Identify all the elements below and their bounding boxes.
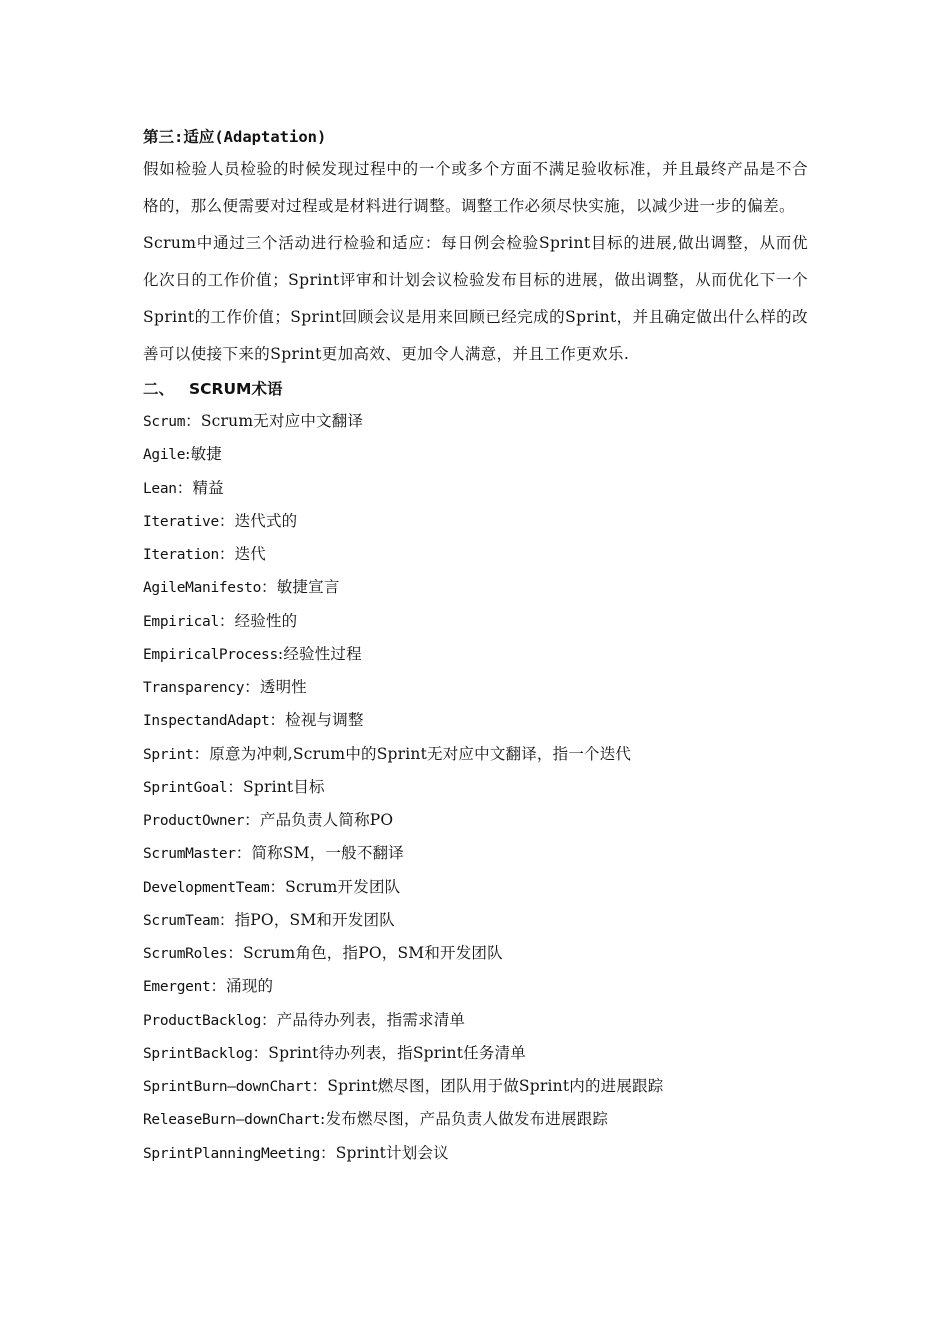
term-english: EmpiricalProcess	[143, 646, 278, 663]
term-definition: 原意为冲刺,Scrum中的Sprint无对应中文翻译，指一个迭代	[209, 744, 632, 763]
term-definition: Scrum无对应中文翻译	[200, 412, 364, 430]
term-item	[143, 1004, 808, 1037]
term-separator: ：	[185, 412, 201, 430]
term-item	[143, 671, 808, 704]
term-definition: 经验性的	[234, 611, 298, 630]
term-item	[143, 638, 808, 671]
term-definition: Sprint目标	[243, 777, 325, 796]
term-separator: :	[277, 644, 284, 663]
term-definition: 指PO，SM和开发团队	[234, 910, 395, 929]
term-definition: Scrum角色，指PO，SM和开发团队	[243, 944, 503, 962]
term-english: Transparency	[143, 680, 245, 696]
term-item	[143, 605, 808, 638]
term-item	[143, 405, 808, 438]
term-english: AgileManifesto	[143, 580, 262, 597]
term-english: DevelopmentTeam	[143, 879, 270, 896]
term-separator: ：	[193, 744, 210, 763]
paragraph-scrum-activities: Scrum中通过三个活动进行检验和适应：每日例会检验Sprint目标的进展,做出调整，从而优化次日的工作价值；Sprint评审和计划会议检验发布目标的进展，做出调整，从而优化下一个Sprint的工作价值；Sprint回顾会议是用来回顾已经完成的Sprint，并且确定做出什么样的改善可以使接下来的Sprint更加高效、更加令人满意，并且工作更欢乐.	[143, 234, 808, 363]
term-separator: ：	[261, 578, 277, 597]
term-item	[143, 970, 808, 1003]
term-separator: ：	[176, 478, 193, 497]
term-separator: :	[320, 1110, 326, 1129]
term-english: Scrum	[143, 414, 186, 430]
term-english: Agile	[143, 447, 186, 464]
terms-list	[143, 405, 808, 1170]
term-english: ProductOwner	[143, 813, 245, 829]
term-item	[143, 1103, 808, 1136]
section-heading-scrum-terms	[143, 373, 808, 405]
term-english: Lean	[143, 480, 177, 497]
term-item	[143, 804, 808, 837]
term-separator: ：	[218, 910, 235, 929]
term-definition: Sprint燃尽图，团队用于做Sprint内的进展跟踪	[327, 1077, 664, 1095]
term-definition: 涌现的	[226, 977, 274, 996]
term-definition: 敏捷宣言	[276, 578, 340, 597]
term-item	[143, 571, 808, 604]
term-definition: 透明性	[259, 678, 307, 696]
term-separator: ：	[218, 545, 235, 563]
term-separator: ：	[218, 511, 235, 530]
term-definition: Sprint待办列表，指Sprint任务清单	[268, 1043, 526, 1062]
term-item	[143, 738, 808, 771]
term-item	[143, 704, 808, 737]
term-english: SprintPlanningMeeting	[143, 1145, 321, 1162]
term-english: Emergent	[143, 979, 211, 996]
term-english: SprintGoal	[143, 779, 228, 796]
term-definition: 精益	[192, 478, 224, 497]
paragraph-adaptation: 假如检验人员检验的时候发现过程中的一个或多个方面不满足验收标准，并且最终产品是不合格的，那么便需要对过程或是材料进行调整。调整工作必须尽快实施，以减少进一步的偏差。	[143, 160, 808, 215]
term-item	[143, 771, 808, 804]
term-definition: 检视与调整	[285, 711, 364, 730]
term-separator: ：	[269, 877, 286, 896]
term-definition: 产品负责人简称PO	[259, 811, 394, 829]
term-separator: ：	[244, 678, 260, 696]
section-title: SCRUM术语	[189, 380, 283, 398]
term-item	[143, 438, 808, 471]
term-definition: 经验性过程	[283, 644, 362, 663]
term-definition: 敏捷	[190, 445, 222, 464]
term-item	[143, 1137, 808, 1170]
term-item	[143, 505, 808, 538]
term-item	[143, 1037, 808, 1070]
term-item	[143, 904, 808, 937]
term-separator: ：	[320, 1143, 336, 1162]
term-english: SprintBacklog	[143, 1045, 253, 1062]
term-english: Iterative	[143, 513, 219, 530]
term-item	[143, 1070, 808, 1103]
term-definition: 产品待办列表，指需求清单	[276, 1010, 466, 1029]
term-english: Empirical	[143, 613, 219, 630]
section-heading-adaptation: 第三:适应(Adaptation)	[143, 128, 327, 146]
term-english: ReleaseBurn—downChart	[143, 1112, 321, 1129]
term-separator: :	[185, 445, 191, 464]
term-english: ScrumMaster	[143, 846, 236, 863]
term-definition: 发布燃尽图，产品负责人做发布进展跟踪	[325, 1110, 609, 1129]
term-separator: ：	[227, 777, 244, 796]
term-definition: Scrum开发团队	[285, 877, 401, 896]
term-separator: ：	[218, 611, 235, 630]
term-item	[143, 538, 808, 571]
term-definition: 迭代式的	[234, 511, 298, 530]
term-item	[143, 837, 808, 870]
term-separator: ：	[252, 1043, 269, 1062]
section-number: 二、	[143, 380, 175, 398]
term-separator: ：	[261, 1010, 277, 1029]
page-content	[143, 124, 808, 1170]
term-item	[143, 937, 808, 970]
term-separator: ：	[210, 977, 227, 996]
term-separator: ：	[269, 711, 286, 730]
term-english: InspectandAdapt	[143, 713, 270, 730]
term-english: Sprint	[143, 746, 194, 763]
term-english: Iteration	[143, 547, 219, 563]
term-separator: ：	[227, 944, 244, 962]
term-english: ScrumRoles	[143, 946, 228, 962]
term-separator: ：	[311, 1077, 328, 1095]
term-separator: ：	[244, 811, 260, 829]
term-item	[143, 472, 808, 505]
term-english: ScrumTeam	[143, 912, 219, 929]
term-definition: 迭代	[234, 545, 266, 563]
term-item	[143, 871, 808, 904]
term-definition: Sprint计划会议	[335, 1143, 449, 1162]
term-english: SprintBurn—downChart	[143, 1079, 312, 1095]
term-separator: ：	[235, 844, 252, 863]
term-english: ProductBacklog	[143, 1012, 262, 1029]
term-definition: 简称SM，一般不翻译	[251, 844, 404, 863]
